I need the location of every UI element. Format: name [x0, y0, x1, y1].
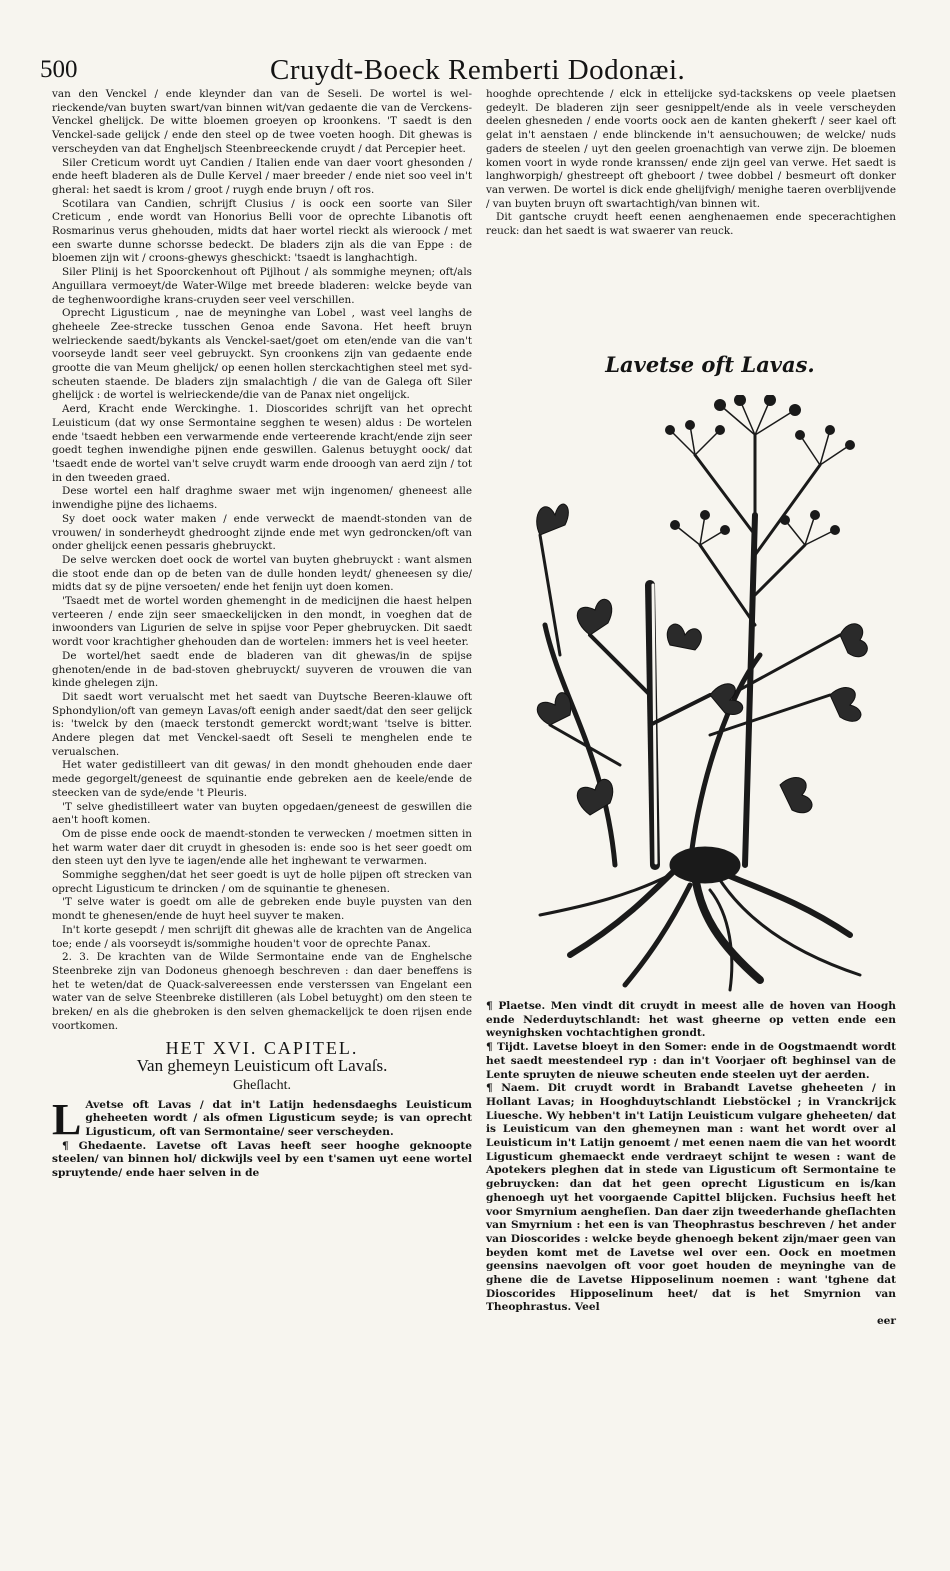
paragraph: Sy doet oock water maken / ende verweckt de maendt-stonden van de vrouwen/ in sonderheydt ghedrooght zijnde ende met wyn gedroncken/oft van onder ghelijck eenen pessaris ghebruyckt.	[52, 512, 472, 553]
chapter-heading: HET XVI. CAPITEL.	[165, 1037, 359, 1058]
paragraph: In't korte gesepdt / men schrijft dit ghewas alle de krachten van de Angelica toe; ende / als voorseydt is/sommighe houden't voor de oprechte Panax.	[52, 923, 472, 950]
chapter-title: Van ghemeyn Leuisticum oft Lavaſs.	[136, 1056, 388, 1076]
paragraph: 2. 3. De krachten van de Wilde Sermontaine ende van de Enghelsche Steenbreke zijn van Dodoneus ghenoegh beschreven : dan daer beneffens is het te weten/dat de Quack-salvereessen ende versterssen van Engelant een water van de selve Steenbreke distilleren (als Lobel betuyght) om den steen te breken/ en als die ghebroken is den selven ghemackelijck te doen rijsen ende voortkomen.	[52, 951, 472, 1032]
right-column-bottom	[486, 1000, 896, 1329]
section-heading: Gheſlacht.	[233, 1077, 291, 1093]
paragraph: Om de pisse ende oock de maendt-stonden te verwecken / moetmen sitten in het warm water daer dit cruydt in ghesoden is: ende soo is het seer goedt om den steen uyt den lyve te iagen/ende alle het inghewant te verwarmen.	[52, 827, 472, 868]
tijdt-paragraph: ¶ Tijdt. Lavetse bloeyt in den Somer: ende in de Oogstmaendt wordt het saedt meestendeel ryp : dan in't Voorjaer oft beghinsel van de Lente spruyten de nieuwe scheuten ende steelen uyt der aerden.	[486, 1041, 896, 1081]
plaetse-paragraph: ¶ Plaetse. Men vindt dit cruydt in meest alle de hoven van Hoogh ende Nederduytschlandt: het wast gheerne op vetten ende een weynighsken vochtachtighen grondt.	[486, 1000, 896, 1040]
paragraph: Sommighe segghen/dat het seer goedt is uyt de holle pijpen oft strecken van oprecht Ligusticum te drincken / om de squinantie te ghenesen.	[52, 869, 472, 895]
catchword: eer	[876, 1315, 896, 1328]
left-column	[52, 88, 472, 1181]
paragraph: Oprecht Ligusticum , nae de meyninghe van Lobel , wast veel langhs de gheheele Zee-strecke tusschen Genoa ende Savona. Het heeft bruyn welrieckende saedt/bykants als Venckel-saet/goet om eten/ende van die van't voorseyde landt seer veel gebruyckt. Syn croonkens zijn van gedaente ende grootte die van Meum ghelijck/ op eenen hollen sterckachtighen steel met syd-scheuten staende. De bladers zijn smalachtigh / die van de Galega oft Siler ghelijck : de wortel is welrieckende/die van de Panax niet ongelijck.	[52, 307, 472, 402]
paragraph: 'T selve ghedistilleert water van buyten opgedaen/geneest de geswillen die aen't hooft komen.	[52, 800, 472, 827]
paragraph: De selve wercken doet oock de wortel van buyten ghebruyckt : want alsmen die stoot ende dan op de beten van de dulle honden leydt/ gheneesen sy die/ midts dat sy de pijne versoeten/ ende het fenijn uyt doen komen.	[52, 553, 472, 594]
paragraph: Siler Creticum wordt uyt Candien / Italien ende van daer voort ghesonden / ende heeft bladeren als de Dulle Kervel / maer breeder / ende niet soo veel in't gheral: het saedt is krom / groot / ruygh ende bruyn / oft ros.	[52, 156, 472, 196]
paragraph: 'Tsaedt met de wortel worden ghemenght in de medicijnen die haest helpen verteeren / ende zijn seer smaeckelijcken in den mondt, in voeghen dat de inwoonders van Ligurien de selve in spijse voor Peper ghebruycken. Dit saedt wordt voor krachtigher ghehouden dan de wortelen: immers het is veel heeter.	[52, 595, 472, 649]
paragraph: Dit gantsche cruydt heeft eenen aenghenaemen ende specerachtighen reuck: dan het saedt is wat swaerer van reuck.	[486, 211, 896, 238]
paragraph: Aerd, Kracht ende Werckinghe. 1. Dioscorides schrijft van het oprecht Leuisticum (dat wy onse Sermontaine segghen te wesen) aldus : De wortelen ende 'tsaedt hebben een verwarmende ende verteerende kracht/ende zijn seer goedt teghen inwendighe pijnen ende geswillen. Galenus betuyght oock/ dat 'tsaedt ende de wortel van't selve cruydt warm ende drooogh van aerd zijn / tot in den tweeden graed.	[52, 403, 472, 484]
intro-text: Avetse oft Lavas / dat in't Latijn hedensdaeghs Leuisticum gheheeten wordt / als ofmen Ligusticum seyde; is van oprecht Ligusticum, oft van Sermontaine/ seer verscheyden.	[85, 1098, 472, 1139]
page-number: 500	[40, 56, 78, 83]
intro-paragraph	[52, 1094, 472, 1144]
paragraph: Dese wortel een half draghme swaer met wijn ingenomen/ gheneest alle inwendighe pijne des lichaems.	[52, 485, 472, 512]
paragraph: 'T selve water is goedt om alle de gebreken ende buyle puysten van den mondt te ghenesen/ende de huyt heel suyver te maken.	[52, 896, 472, 923]
running-title: Cruydt-Boeck Remberti Dodonæi.	[270, 54, 686, 86]
paragraph: hooghde oprechtende / elck in ettelijcke syd-tackskens op veele plaetsen gedeylt. De bladeren zijn seer gesnippelt/ende als in veele verscheyden deelen ghesneden / ende voorts oock aen de kanten ghekerft / seer kael oft gelat in't aenstaen / ende blinckende in't aensuchouwen; de welcke/ nuds gaders de steelen / uyt den geelen groenachtigh van verwe zijn. De bloemen komen voort in wyde ronde kranssen/ ende zijn geel van verwe. Het saedt is langhworpigh/ ghestreept oft gheboort / twee dobbel / besmeurt oft donker van verwen. De wortel is dick ende ghelijfvigh/ menighe taeren overblijvende / van buyten bruyn oft swartachtigh/van binnen wit.	[486, 88, 896, 210]
paragraph: van den Venckel / ende kleynder dan van de Seseli. De wortel is wel-rieckende/van buyten swart/van binnen wit/van gedaente die van de Verckens-Venckel ghelijck. De witte bloemen groeyen op kroonkens. 'T saedt is den Venckel-sade gelijck / ende den steel op de twee voeten hoogh. Dit ghewas is verscheyden van dat Engheljsch Steenbreeckende cruydt / dat Percepier heet.	[52, 88, 472, 155]
drop-cap: L	[52, 1094, 82, 1144]
ghedaente-paragraph: ¶ Ghedaente. Lavetse oft Lavas heeft seer hooghe geknoopte steelen/ van binnen hol/ dickwijls veel by een t'samen uyt eene wortel spruytende/ ende haer selven in de	[52, 1139, 472, 1180]
paragraph: Dit saedt wort verualscht met het saedt van Duytsche Beeren-klauwe oft Sphondylion/oft van gemeyn Lavas/oft eenigh ander saedt/dat den seer gelijck is: 'twelck by den (maeck terstondt gemerckt wordt;want 'tselve is bitter. Andere plegen dat met Venckel-saedt oft Seseli te menghelen ende te verualschen.	[52, 690, 472, 758]
naem-paragraph: ¶ Naem. Dit cruydt wordt in Brabandt Lavetse gheheeten / in Hollant Lavas; in Hooghduytschlandt Liebstöckel ; in Vranckrijck Liuesche. Wy hebben't in't Latijn Leuisticum vulgare gheheeten/ dat is Leuisticum van den ghemeynen man : want het wordt over al Leuisticum in't Latijn genoemt / met eenen naem die van het woordt Ligusticum ghemaeckt ende verdraeyt schijnt te wesen : want de Apotekers pleghen dat in stede van Ligusticum oft Sermontaine te gebruycken: dan dat het geen oprecht Ligusticum en is/kan ghenoegh uyt het voorgaende Capittel blijcken. Fuchsius heeft het voor Smyrnium aengheſien. Dan daer zijn tweederhande gheſlachten van Smyrnium : het een is van Theophrastus beschreven / het ander van Dioscorides : welcke beyde ghenoegh bekent zijn/maer geen van beyden komt met de Lavetse wel over een. Oock en moetmen geensins naevolgen oft voor goet houden de meyninghe van de ghene die de Lavetse Hipposelinum noemen : want 'tghene dat Dioscorides Hipposelinum heet/ dat is het Smyrnion van Theophrastus. Veel	[486, 1082, 896, 1314]
paragraph: Scotilara van Candien, schrijft Clusius / is oock een soorte van Siler Creticum , ende wordt van Honorius Belli voor de oprechte Libanotis oft Rosmarinus verus ghehouden, midts dat haer wortel rieckt als wieroock / met een swarte dunne schorsse bedeckt. De bladers zijn als die van Eppe : de bloemen zijn wit / croons-ghewys gheschickt: 'tsaedt is langhachtigh.	[52, 197, 472, 265]
paragraph: Siler Plinij is het Spoorckenhout oft Pijlhout / als sommighe meynen; oft/als Anguillara vermoeyt/de Water-Wilge met breede bladeren: welcke beyde van de teghenwoordighe krans-cruyden seer veel verschillen.	[52, 266, 472, 306]
paragraph: De wortel/het saedt ende de bladeren van dit ghewas/in de spijse ghenoten/ende in de bad-stoven ghebruyckt/ suyveren de vrouwen die van kinde ghelegen zijn.	[52, 649, 472, 690]
right-column-top	[486, 88, 896, 239]
paragraph: Het water gedistilleert van dit gewas/ in den mondt ghehouden ende daer mede gegorgelt/geneest de squinantie ende gebreken aen de keele/ende de steecken van de syde/ende 't Pleuris.	[52, 759, 472, 799]
lovage-plant-illustration	[530, 395, 875, 995]
figure-title: Lavetse oft Lavas.	[605, 352, 815, 377]
